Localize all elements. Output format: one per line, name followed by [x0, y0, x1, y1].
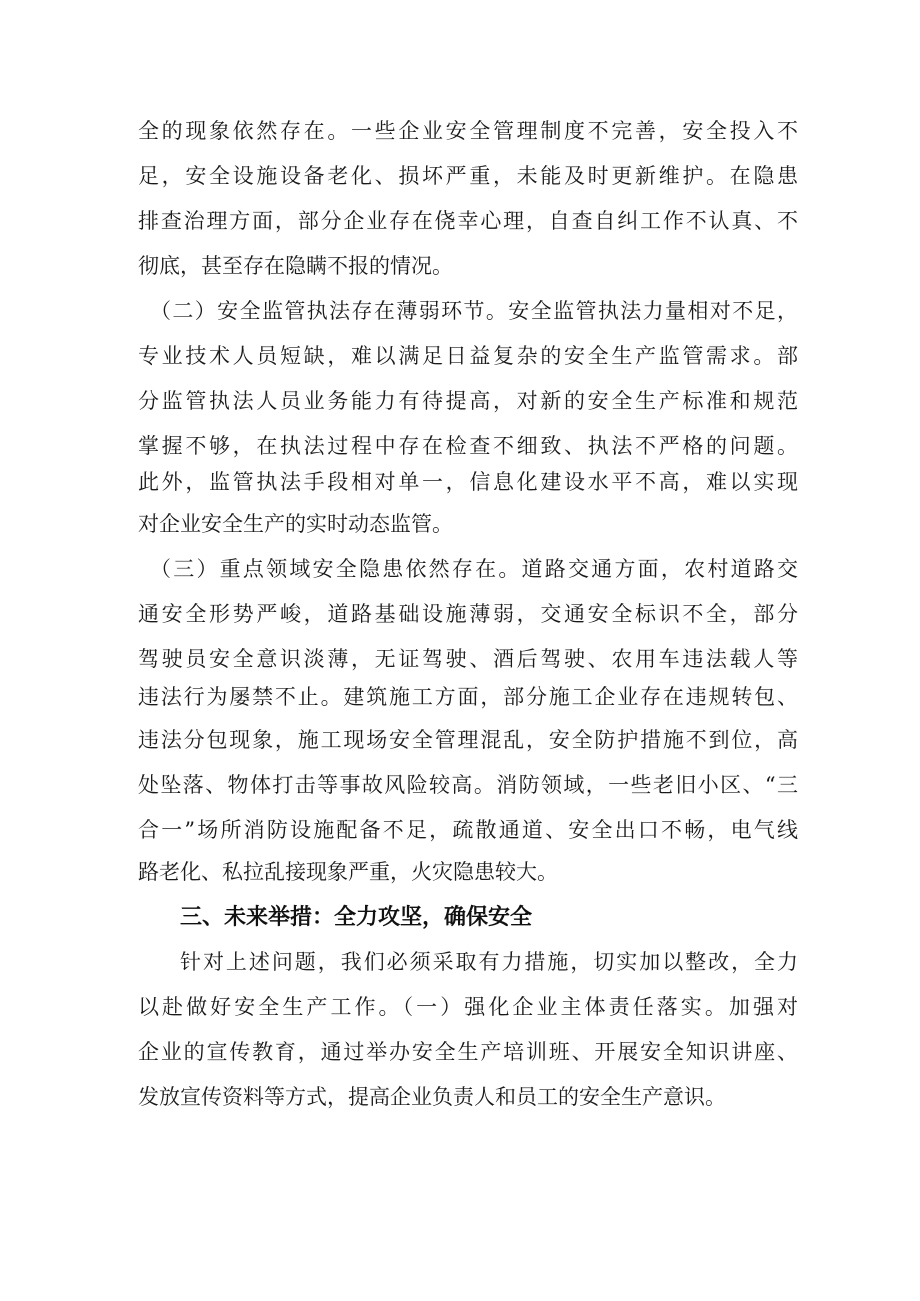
text-line: 专业技术人员短缺，难以满足日益复杂的安全生产监管需求。部	[138, 344, 798, 368]
text-line: （二）安全监管执法存在薄弱环节。安全监管执法力量相对不足，	[150, 299, 798, 323]
text-line: 彻底，甚至存在隐瞒不报的情况。	[138, 254, 453, 278]
text-line: 合一”场所消防设施配备不足，疏散通道、安全出口不畅，电气线	[138, 818, 798, 842]
text-line: 此外，监管执法手段相对单一，信息化建设水平不高，难以实现	[138, 470, 798, 494]
text-line: 针对上述问题，我们必须采取有力措施，切实加以整改，全力	[180, 950, 798, 974]
text-line: 处坠落、物体打击等事故风险较高。消防领域，一些老旧小区、“三	[138, 773, 798, 797]
text-line: 对企业安全生产的实时动态监管。	[138, 512, 453, 536]
text-line: 通安全形势严峻，道路基础设施薄弱，交通安全标识不全，部分	[138, 602, 798, 626]
text-line: （三）重点领域安全隐患依然存在。道路交通方面，农村道路交	[150, 557, 798, 581]
section-heading: 三、未来举措：全力攻坚，确保安全	[180, 905, 533, 930]
text-line: 发放宣传资料等方式，提高企业负责人和员工的安全生产意识。	[138, 1085, 726, 1109]
text-line: 以赴做好安全生产工作。（一）强化企业主体责任落实。加强对	[138, 995, 798, 1019]
text-line: 企业的宣传教育，通过举办安全生产培训班、开展安全知识讲座、	[138, 1040, 798, 1064]
text-line: 排查治理方面，部分企业存在侥幸心理，自查自纠工作不认真、不	[138, 209, 798, 233]
text-line: 足，安全设施设备老化、损坏严重，未能及时更新维护。在隐患	[138, 164, 798, 188]
text-line: 违法行为屡禁不止。建筑施工方面，部分施工企业存在违规转包、	[138, 685, 798, 709]
text-line: 违法分包现象，施工现场安全管理混乱，安全防护措施不到位，高	[138, 728, 798, 752]
text-line: 分监管执法人员业务能力有待提高，对新的安全生产标准和规范	[138, 389, 798, 413]
text-line: 驾驶员安全意识淡薄，无证驾驶、酒后驾驶、农用车违法载人等	[138, 647, 798, 671]
text-line: 掌握不够，在执法过程中存在检查不细致、执法不严格的问题。	[138, 434, 798, 458]
text-line: 路老化、私拉乱接现象严重，火灾隐患较大。	[138, 860, 558, 884]
text-line: 全的现象依然存在。一些企业安全管理制度不完善，安全投入不	[138, 119, 798, 143]
